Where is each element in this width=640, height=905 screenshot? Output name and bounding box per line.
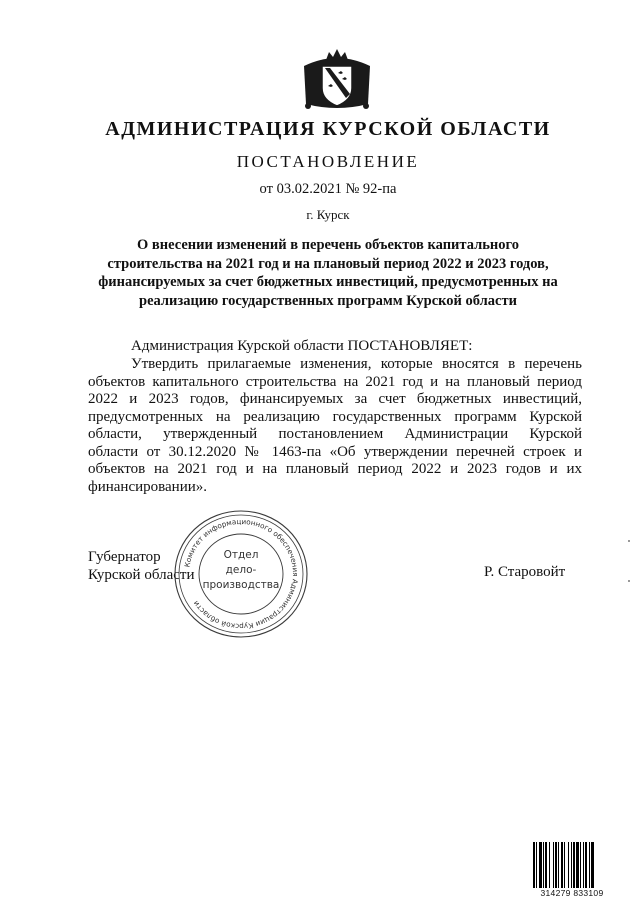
stamp-center-line: производства: [202, 579, 280, 591]
body-line: Утвердить прилагаемые изменения, которые вносятся в перечень: [131, 356, 582, 372]
subject-line: финансируемых за счет бюджетных инвестиций, предусмотренных на: [98, 274, 558, 290]
subject-line: О внесении изменений в перечень объектов капитального: [137, 237, 519, 253]
barcode-bar: [564, 842, 565, 888]
document-city: г. Курск: [306, 207, 350, 222]
barcode-icon: [532, 842, 612, 889]
barcode-bar: [589, 842, 590, 888]
office-stamp: [172, 508, 310, 640]
barcode-bar: [580, 842, 581, 888]
document-subject: [8, 236, 640, 310]
barcode-bar: [585, 842, 587, 888]
document-date-number: от 03.02.2021 № 92-па: [259, 181, 397, 197]
body-line: объектов капитального строительства на 2021 год и на плановый период: [88, 373, 582, 390]
barcode-bar: [561, 842, 563, 888]
body-line: финансировании».: [88, 478, 208, 495]
stamp-center-line: Отдел: [223, 549, 259, 561]
scan-speck: [628, 540, 630, 542]
signer-name: Р. Старовойт: [484, 564, 566, 580]
stamp-ring-text: Комитет информационного обеспечения Администрации Курской области: [182, 516, 301, 632]
resolution-body: [88, 356, 582, 496]
barcode-bar: [571, 842, 572, 888]
body-line: объектов на 2021 год и на плановый период 2022 и 2023 годов и их: [88, 461, 582, 477]
body-line: 2022 и 2023 годов, финансируемых за счет бюджетных инвестиций,: [88, 391, 582, 407]
body-line: области, утвержденный постановлением Администрации Курской: [88, 426, 582, 442]
barcode-bar: [568, 842, 569, 888]
barcode-bar: [573, 842, 575, 888]
barcode-bar: [545, 842, 547, 888]
body-line: предусмотренных на реализацию государственных программ Курской: [88, 408, 582, 425]
barcode-number: 314279 833109: [540, 888, 604, 898]
barcode-bar: [536, 842, 537, 888]
barcode-bar: [555, 842, 557, 888]
subject-line: реализацию государственных программ Курской области: [139, 292, 517, 309]
barcode-bar: [591, 842, 594, 888]
resolution-intro: Администрация Курской области ПОСТАНОВЛЯЕТ:: [131, 338, 473, 354]
barcode-bar: [558, 842, 559, 888]
signer-position: Губернатор: [88, 549, 161, 565]
barcode-bar: [539, 842, 542, 888]
barcode-bar: [543, 842, 544, 888]
barcode-bar: [576, 842, 579, 888]
kursk-coat-of-arms-icon: [298, 46, 376, 114]
document-type: ПОСТАНОВЛЕНИЕ: [236, 152, 420, 171]
barcode-bar: [553, 842, 554, 888]
barcode-bar: [549, 842, 550, 888]
stamp-center-line: дело-: [225, 564, 257, 576]
scan-speck: [628, 580, 630, 582]
barcode-bar: [533, 842, 535, 888]
barcode-bar: [583, 842, 584, 888]
body-line: области от 30.12.2020 № 1463-па «Об утверждении перечней строек и: [88, 443, 582, 460]
signer-region: Курской области: [88, 567, 195, 583]
authority-title: АДМИНИСТРАЦИЯ КУРСКОЙ ОБЛАСТИ: [105, 118, 551, 140]
subject-line: строительства на 2021 год и на плановый период 2022 и 2023 годов,: [107, 255, 549, 272]
